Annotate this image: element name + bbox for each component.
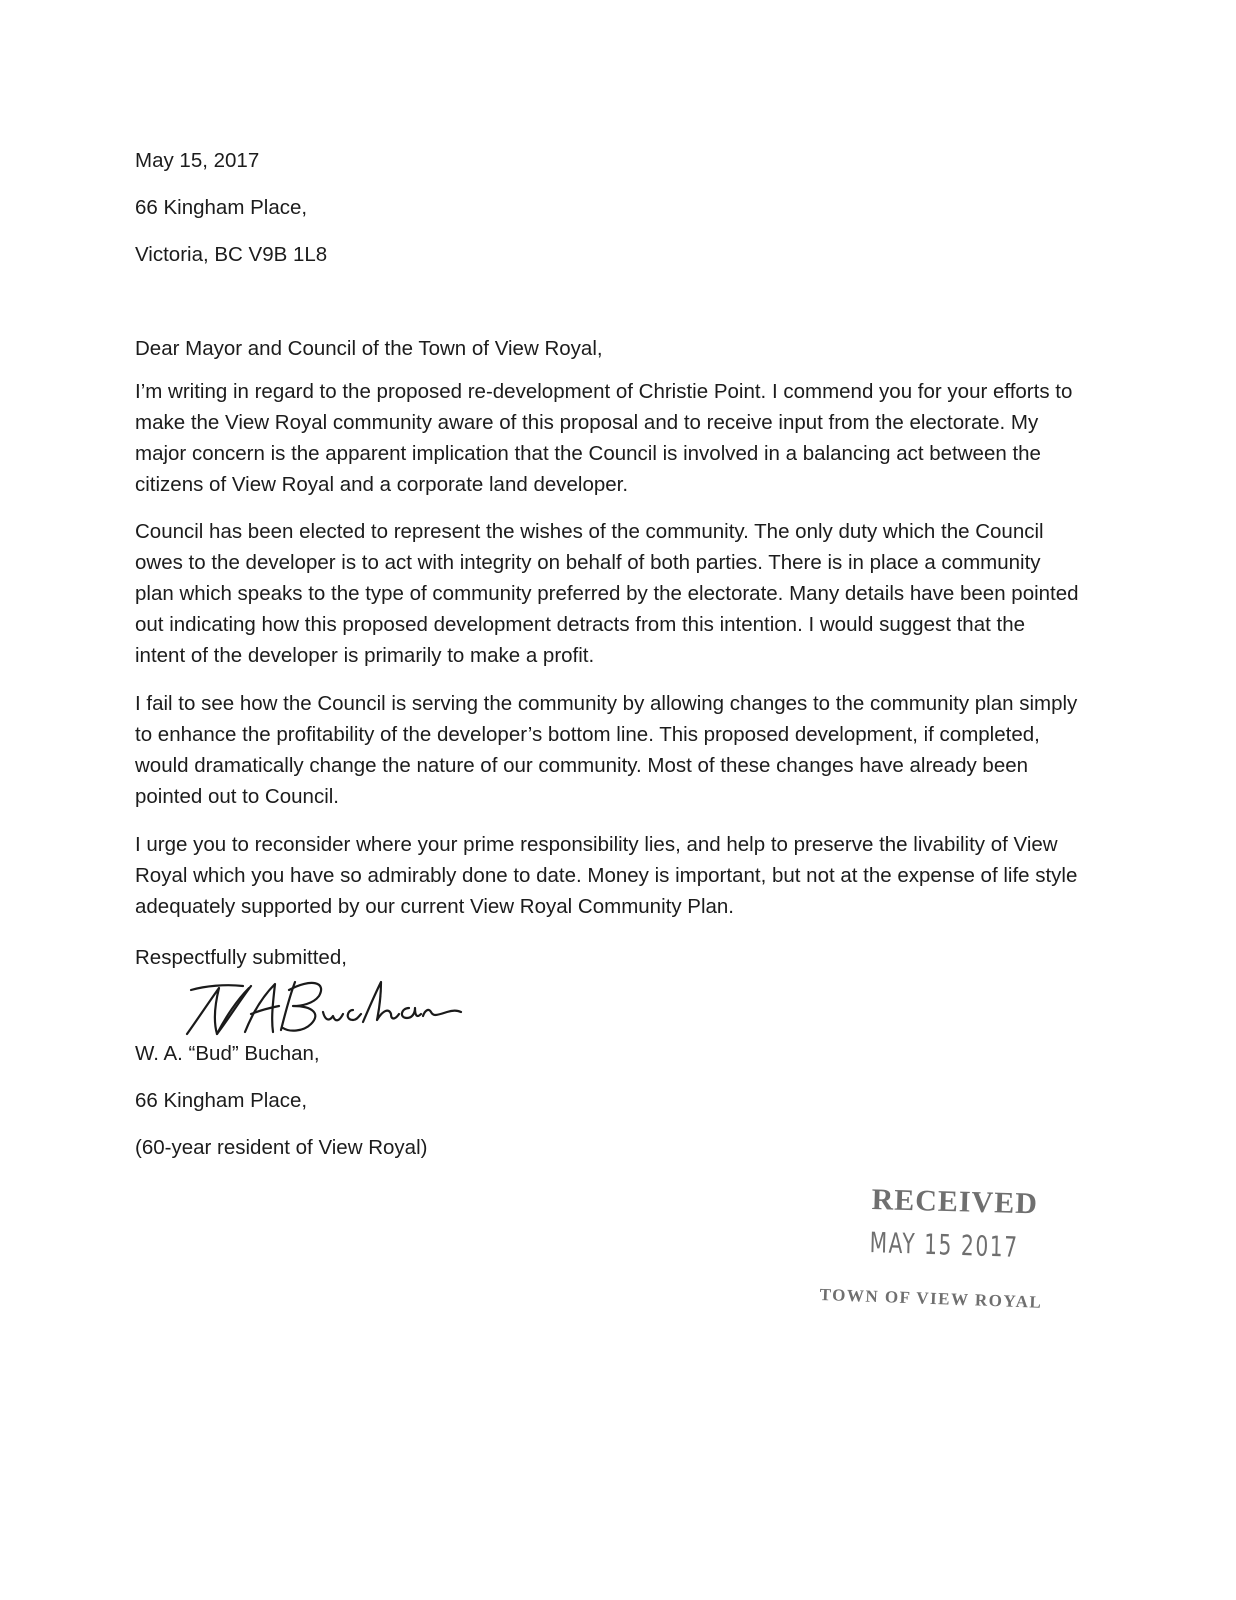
salutation: Dear Mayor and Council of the Town of View Royal, — [135, 337, 603, 360]
received-stamp-date: MAY 15 2017 — [869, 1226, 1019, 1264]
body-paragraph-2: Council has been elected to represent the wishes of the community. The only duty which the Council owes to the developer is to act with integrity on behalf of both parties. There is in place a community plan which speaks to the type of community preferred by the electorate. Many details have been pointed out indicating how this proposed development detracts from this intention. I would suggest that the intent of the developer is primarily to make a profit. — [135, 520, 1079, 667]
letter-date: May 15, 2017 — [135, 149, 260, 172]
body-paragraph-3: I fail to see how the Council is serving the community by allowing changes to the community plan simply to enhance the profitability of the developer’s bottom line. This proposed development, if completed, would dramatically change the nature of our community. Most of these changes have already been pointed out to Council. — [135, 692, 1078, 808]
signer-address: 66 Kingham Place, — [135, 1089, 308, 1112]
closing: Respectfully submitted, — [135, 946, 347, 969]
handwritten-signature — [185, 972, 465, 1044]
body-paragraph-1: I’m writing in regard to the proposed re-development of Christie Point. I commend you for your efforts to make the View Royal community aware of this proposal and to receive input from the electorate. My major concern is the apparent implication that the Council is involved in a balancing act between the citizens of View Royal and a corporate land developer. — [135, 380, 1073, 496]
sender-address-line2: Victoria, BC V9B 1L8 — [135, 243, 328, 266]
signer-note: (60-year resident of View Royal) — [135, 1136, 428, 1159]
body-paragraph-4: I urge you to reconsider where your prime responsibility lies, and help to preserve the livability of View Royal which you have so admirably done to date. Money is important, but not at the expense of life style adequately supported by our current View Royal Community Plan. — [135, 833, 1078, 918]
signer-name: W. A. “Bud” Buchan, — [135, 1042, 320, 1065]
sender-address-line1: 66 Kingham Place, — [135, 196, 308, 219]
received-stamp-label: RECEIVED — [871, 1183, 1039, 1221]
received-stamp-organization: TOWN OF VIEW ROYAL — [819, 1285, 1043, 1312]
